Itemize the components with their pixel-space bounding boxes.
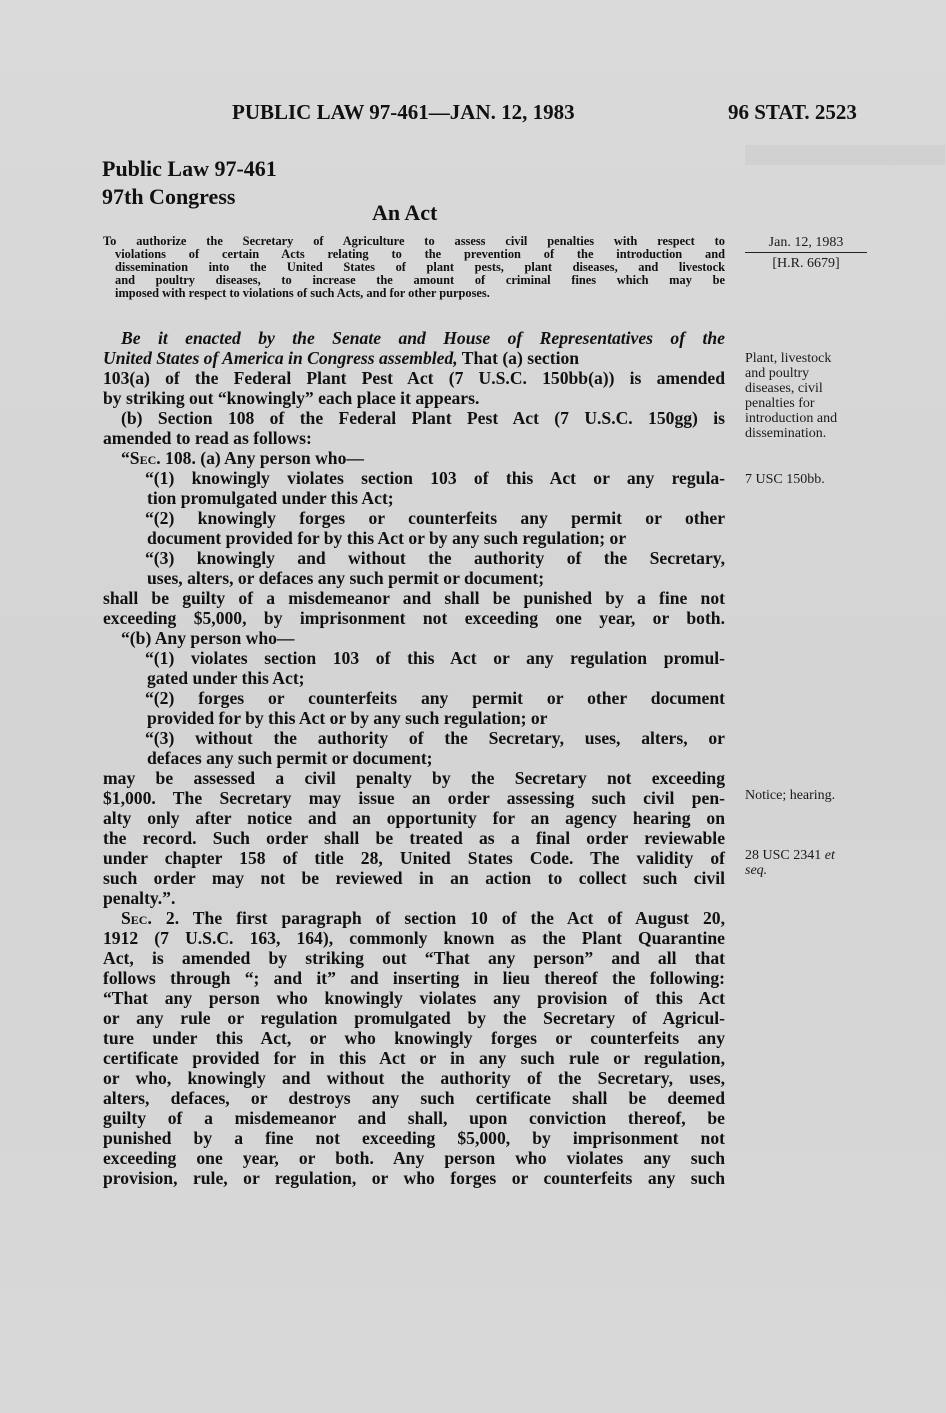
- header-citation: PUBLIC LAW 97-461—JAN. 12, 1983: [232, 100, 575, 124]
- body-line: ture under this Act, or who knowingly forges or counterfeits any: [103, 1028, 725, 1048]
- margin-rule: [745, 252, 867, 253]
- statute-body: [103, 328, 725, 1188]
- body-line: 1912 (7 U.S.C. 163, 164), commonly known as the Plant Quarantine: [103, 928, 725, 948]
- body-line: “(1) knowingly violates section 103 of this Act or any regula-: [145, 468, 725, 488]
- body-line: follows through “; and it” and inserting in lieu thereof the following:: [103, 968, 725, 988]
- sec-text: 2. The first paragraph of section 10 of the Act of August 20,: [151, 908, 725, 928]
- law-heading: [102, 155, 277, 211]
- body-line: alters, defaces, or destroys any such certificate shall be deemed: [103, 1088, 725, 1108]
- enacting-clause-italic: United States of America in Congress assembled,: [103, 348, 458, 368]
- body-line: “(2) knowingly forges or counterfeits any permit or other: [145, 508, 725, 528]
- body-line: guilty of a misdemeanor and shall, upon conviction thereof, be: [103, 1108, 725, 1128]
- margin-usc-citation: 7 USC 150bb.: [745, 472, 825, 487]
- body-line: defaces any such permit or document;: [147, 748, 433, 768]
- body-line: “(3) without the authority of the Secretary, uses, alters, or: [145, 728, 725, 748]
- body-line: alty only after notice and an opportunity for an agency hearing on: [103, 808, 725, 828]
- enacting-clause-rest: That (a) section: [457, 348, 580, 368]
- body-line: [103, 448, 725, 468]
- usc2-et: et: [824, 848, 835, 863]
- margin-bill-number: [H.R. 6679]: [772, 256, 840, 271]
- sec-text: 108. (a) Any person who—: [160, 448, 364, 468]
- sec-label: Sec.: [121, 908, 152, 928]
- public-law-number: Public Law 97-461: [102, 156, 277, 181]
- body-line: under chapter 158 of title 28, United States Code. The validity of: [103, 848, 725, 868]
- body-line: gated under this Act;: [147, 668, 305, 688]
- margin-note-line: dissemination.: [745, 426, 827, 441]
- purpose-line: imposed with respect to violations of such Acts, and for other purposes.: [115, 286, 490, 300]
- body-line: certificate provided for in this Act or in any such rule or regulation,: [103, 1048, 725, 1068]
- body-line: shall be guilty of a misdemeanor and shall be punished by a fine not: [103, 588, 725, 608]
- body-line: penalty.”.: [103, 888, 176, 908]
- body-line: “(2) forges or counterfeits any permit or other document: [145, 688, 725, 708]
- body-line: (b) Section 108 of the Federal Plant Pest Act (7 U.S.C. 150gg) is: [121, 408, 725, 428]
- body-line: the record. Such order shall be treated as a final order reviewable: [103, 828, 725, 848]
- act-title: An Act: [372, 200, 438, 225]
- margin-date: Jan. 12, 1983: [768, 235, 844, 250]
- margin-date-block: [745, 235, 867, 271]
- body-line: exceeding $5,000, by imprisonment not exceeding one year, or both.: [103, 608, 725, 628]
- purpose-line: and poultry diseases, to increase the amount of criminal fines which may be: [115, 273, 725, 287]
- margin-note-line: Plant, livestock: [745, 351, 832, 366]
- bleed-through: [745, 145, 945, 165]
- body-line: exceeding one year, or both. Any person who violates any such: [103, 1148, 725, 1168]
- congress-number: 97th Congress: [102, 184, 236, 209]
- body-line: or any rule or regulation promulgated by the Secretary of Agricul-: [103, 1008, 725, 1028]
- body-line: $1,000. The Secretary may issue an order assessing such civil pen-: [103, 788, 725, 808]
- body-line: or who, knowingly and without the authority of the Secretary, uses,: [103, 1068, 725, 1088]
- purpose-clause: [103, 235, 725, 300]
- margin-note-plant: [745, 351, 885, 441]
- body-line: [103, 908, 725, 928]
- body-line: punished by a fine not exceeding $5,000, by imprisonment not: [103, 1128, 725, 1148]
- sec-label: “Sec.: [121, 448, 161, 468]
- margin-note-line: introduction and: [745, 411, 838, 426]
- body-line: “(b) Any person who—: [121, 628, 295, 648]
- body-line: tion promulgated under this Act;: [147, 488, 394, 508]
- header-stat-page: 96 STAT. 2523: [728, 100, 857, 124]
- body-line: Be it enacted by the Senate and House of Representatives of the: [121, 328, 725, 348]
- body-line: document provided for by this Act or by any such regulation; or: [147, 528, 627, 548]
- body-line: may be assessed a civil penalty by the Secretary not exceeding: [103, 768, 725, 788]
- usc2-seq: seq.: [745, 863, 768, 878]
- purpose-line: violations of certain Acts relating to the prevention of the introduction and: [115, 247, 725, 261]
- body-line: such order may not be reviewed in an action to collect such civil: [103, 868, 725, 888]
- body-line: “That any person who knowingly violates any provision of this Act: [103, 988, 725, 1008]
- body-line: Act, is amended by striking out “That any person” and all that: [103, 948, 725, 968]
- body-line: [103, 348, 725, 368]
- margin-note-line: and poultry: [745, 366, 810, 381]
- usc2-main: 28 USC 2341: [745, 848, 822, 863]
- purpose-line: To authorize the Secretary of Agriculture to assess civil penalties with respect to: [103, 234, 725, 248]
- body-line: “(1) violates section 103 of this Act or any regulation promul-: [145, 648, 725, 668]
- body-line: provided for by this Act or by any such regulation; or: [147, 708, 548, 728]
- purpose-line: dissemination into the United States of plant pests, plant diseases, and livestock: [115, 260, 725, 274]
- body-line: by striking out “knowingly” each place it appears.: [103, 388, 480, 408]
- body-line: amended to read as follows:: [103, 428, 312, 448]
- body-line: “(3) knowingly and without the authority of the Secretary,: [145, 548, 725, 568]
- body-line: provision, rule, or regulation, or who forges or counterfeits any such: [103, 1168, 725, 1188]
- margin-notice-hearing: Notice; hearing.: [745, 788, 836, 803]
- running-header: [0, 100, 946, 130]
- margin-usc-citation-2: [745, 848, 885, 878]
- margin-note-line: penalties for: [745, 396, 815, 411]
- body-line: 103(a) of the Federal Plant Pest Act (7 U.S.C. 150bb(a)) is amended: [103, 368, 725, 388]
- margin-note-line: diseases, civil: [745, 381, 823, 396]
- body-line: uses, alters, or defaces any such permit or document;: [147, 568, 545, 588]
